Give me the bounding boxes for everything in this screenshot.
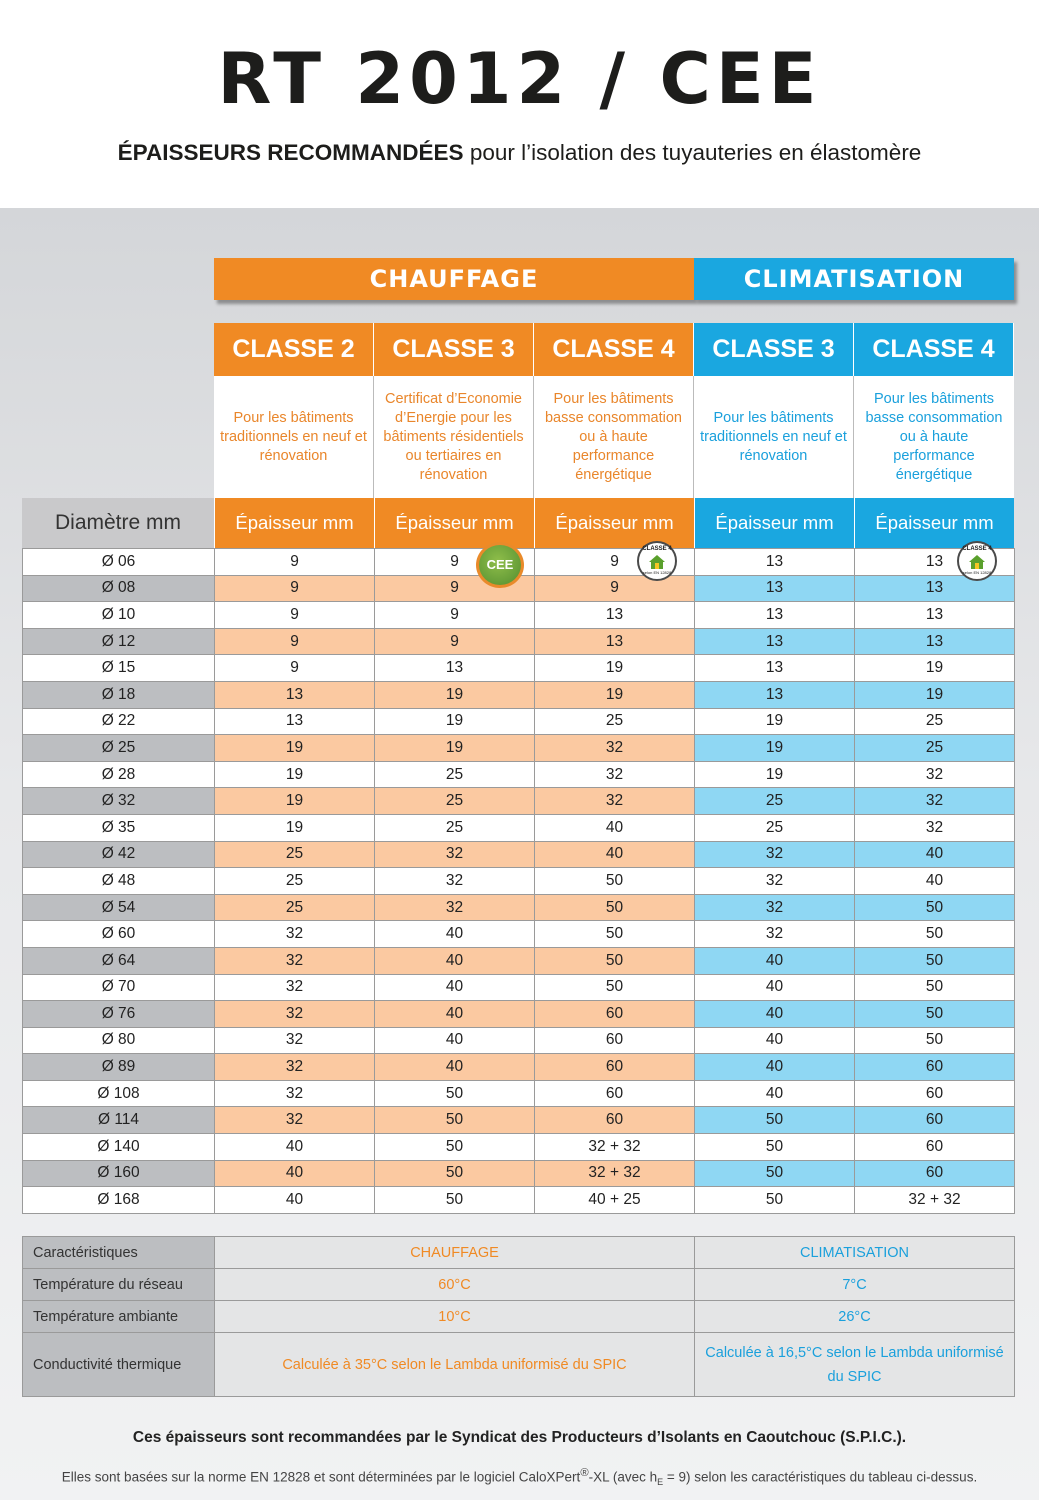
thickness-cell: 32 + 32 (535, 1134, 695, 1161)
classe4-badge-icon (957, 541, 997, 581)
thickness-cell: 40 (695, 1027, 855, 1054)
thickness-cell: 60 (535, 1080, 695, 1107)
class-description-row (214, 376, 1014, 498)
footer-text: -XL (avec h (588, 1469, 658, 1485)
table-row (23, 1027, 1015, 1054)
thickness-header: Épaisseur mm (374, 498, 534, 548)
thickness-cell: 9 (215, 549, 375, 576)
thickness-cell: 50 (695, 1134, 855, 1161)
class-header-row (214, 323, 1014, 376)
diameter-cell: Ø 70 (23, 974, 215, 1001)
characteristics-cooling-value: 26°C (695, 1301, 1015, 1333)
thickness-header: Épaisseur mm (214, 498, 374, 548)
characteristics-label: Température du réseau (23, 1269, 215, 1301)
diameter-cell: Ø 12 (23, 628, 215, 655)
thickness-cell: 13 (855, 628, 1015, 655)
class-description: Certificat d’Economie d’Energie pour les bâtiments résidentiels ou tertiaires en rénovation (374, 376, 534, 498)
characteristics-label: Conductivité thermique (23, 1333, 215, 1397)
footer-detail (0, 1467, 1039, 1487)
badge-norm: selon EN 12828 (642, 570, 672, 575)
diameter-cell: Ø 32 (23, 788, 215, 815)
diameter-cell: Ø 108 (23, 1080, 215, 1107)
diameter-cell: Ø 15 (23, 655, 215, 682)
thickness-cell: 32 (375, 868, 535, 895)
thickness-cell: 32 (375, 841, 535, 868)
thickness-cell: 13 (695, 628, 855, 655)
thickness-cell: 60 (535, 1001, 695, 1028)
thickness-cell: 13 (855, 549, 1015, 576)
thickness-cell: 32 + 32 (535, 1160, 695, 1187)
thickness-cell: 50 (695, 1107, 855, 1134)
thickness-cell: 50 (375, 1134, 535, 1161)
thickness-cell: 19 (855, 655, 1015, 682)
diameter-cell: Ø 168 (23, 1187, 215, 1214)
thickness-cell: 25 (855, 708, 1015, 735)
thickness-cell: 13 (535, 628, 695, 655)
registered-mark: ® (580, 1467, 589, 1479)
thickness-cell: 32 (375, 894, 535, 921)
thickness-cell: 40 (375, 1027, 535, 1054)
thickness-cell: 32 (215, 974, 375, 1001)
diameter-cell: Ø 140 (23, 1134, 215, 1161)
characteristics-heating-header: CHAUFFAGE (215, 1237, 695, 1269)
thickness-cell: 13 (375, 655, 535, 682)
table-row (23, 1160, 1015, 1187)
badge-label: CLASSE 4 (962, 546, 992, 552)
table-row (23, 947, 1015, 974)
thickness-cell: 50 (375, 1187, 535, 1214)
thickness-cell: 32 + 32 (855, 1187, 1015, 1214)
diameter-cell: Ø 08 (23, 575, 215, 602)
thickness-cell: 13 (695, 575, 855, 602)
diameter-cell: Ø 18 (23, 681, 215, 708)
characteristics-table (22, 1236, 1015, 1397)
thickness-cell: 60 (855, 1160, 1015, 1187)
diameter-cell: Ø 35 (23, 814, 215, 841)
thickness-cell: 40 (535, 814, 695, 841)
thickness-cell: 25 (375, 761, 535, 788)
thickness-cell: 40 (695, 1080, 855, 1107)
thickness-cell: 32 (855, 761, 1015, 788)
thickness-cell: 13 (695, 681, 855, 708)
thickness-cell: 40 (695, 1001, 855, 1028)
thickness-cell: 50 (695, 1160, 855, 1187)
thickness-cell: 40 (855, 868, 1015, 895)
characteristics-heating-value: 10°C (215, 1301, 695, 1333)
thickness-cell: 13 (855, 575, 1015, 602)
thickness-cell: 25 (695, 788, 855, 815)
table-row (23, 841, 1015, 868)
class-heading: CLASSE 4 (854, 323, 1014, 376)
thickness-cell: 19 (535, 681, 695, 708)
thickness-cell: 32 (695, 841, 855, 868)
table-row (23, 1187, 1015, 1214)
thickness-cell: 19 (215, 761, 375, 788)
thickness-cell: 25 (375, 788, 535, 815)
thickness-cell: 19 (215, 788, 375, 815)
thickness-cell: 19 (375, 735, 535, 762)
table-row (23, 1054, 1015, 1081)
thickness-cell: 50 (535, 868, 695, 895)
thickness-cell: 19 (855, 681, 1015, 708)
diameter-cell: Ø 25 (23, 735, 215, 762)
classe4-badge-icon (637, 541, 677, 581)
thickness-cell: 32 (535, 735, 695, 762)
characteristics-heating-value: 60°C (215, 1269, 695, 1301)
house-icon (649, 555, 665, 569)
thickness-cell: 32 (855, 788, 1015, 815)
thickness-cell: 40 (375, 921, 535, 948)
cee-badge-icon: CEE (476, 542, 524, 588)
thickness-cell: 13 (535, 602, 695, 629)
badge-norm: selon EN 12828 (962, 570, 992, 575)
group-cooling: CLIMATISATION (694, 258, 1014, 300)
subtitle-bold: ÉPAISSEURS RECOMMANDÉES (117, 140, 464, 165)
table-row (23, 894, 1015, 921)
diameter-cell: Ø 60 (23, 921, 215, 948)
thickness-cell: 32 (535, 761, 695, 788)
thickness-cell: 40 (375, 947, 535, 974)
thickness-table (22, 548, 1015, 1214)
thickness-cell: 50 (535, 894, 695, 921)
thickness-cell: 19 (535, 655, 695, 682)
thickness-cell: 40 (375, 1054, 535, 1081)
thickness-cell: 50 (375, 1080, 535, 1107)
thickness-cell: 9 (375, 602, 535, 629)
thickness-cell: 32 (535, 788, 695, 815)
class-heading: CLASSE 3 (374, 323, 534, 376)
characteristics-label: Caractéristiques (23, 1237, 215, 1269)
diameter-cell: Ø 89 (23, 1054, 215, 1081)
house-icon (969, 555, 985, 569)
diameter-cell: Ø 160 (23, 1160, 215, 1187)
thickness-cell: 50 (855, 1001, 1015, 1028)
thickness-cell: 50 (375, 1107, 535, 1134)
thickness-cell: 19 (695, 708, 855, 735)
diameter-cell: Ø 42 (23, 841, 215, 868)
group-heating: CHAUFFAGE (214, 258, 694, 300)
thickness-table-body (23, 549, 1015, 1214)
thickness-cell: 19 (215, 814, 375, 841)
thickness-cell: 40 (375, 1001, 535, 1028)
thickness-cell: 60 (535, 1027, 695, 1054)
thickness-cell: 50 (535, 921, 695, 948)
class-description: Pour les bâtiments basse consommation ou à haute performance énergétique (534, 376, 694, 498)
thickness-cell: 13 (695, 602, 855, 629)
thickness-cell: 9 (375, 549, 535, 576)
thickness-cell: 40 (695, 974, 855, 1001)
class-description: Pour les bâtiments traditionnels en neuf et rénovation (214, 376, 374, 498)
thickness-header: Épaisseur mm (694, 498, 854, 548)
thickness-cell: 40 (855, 841, 1015, 868)
thickness-cell: 19 (695, 735, 855, 762)
diameter-cell: Ø 54 (23, 894, 215, 921)
thickness-cell: 9 (215, 575, 375, 602)
diameter-cell: Ø 22 (23, 708, 215, 735)
thickness-cell: 32 (855, 814, 1015, 841)
table-row (23, 1001, 1015, 1028)
thickness-cell: 32 (215, 1080, 375, 1107)
thickness-cell: 25 (215, 841, 375, 868)
thickness-cell: 19 (375, 708, 535, 735)
table-row (23, 868, 1015, 895)
thickness-cell: 32 (695, 921, 855, 948)
diameter-cell: Ø 48 (23, 868, 215, 895)
page-subtitle (0, 140, 1039, 166)
thickness-cell: 60 (535, 1107, 695, 1134)
thickness-cell: 32 (695, 868, 855, 895)
table-row (23, 761, 1015, 788)
column-header-row (22, 498, 1014, 548)
thickness-cell: 13 (215, 681, 375, 708)
table-row (23, 735, 1015, 762)
thickness-cell: 25 (855, 735, 1015, 762)
table-row (23, 788, 1015, 815)
thickness-cell: 9 (535, 549, 695, 576)
thickness-cell: 50 (695, 1187, 855, 1214)
diameter-header: Diamètre mm (22, 498, 214, 548)
characteristics-cooling-value: 7°C (695, 1269, 1015, 1301)
thickness-cell: 32 (215, 921, 375, 948)
thickness-cell: 9 (215, 602, 375, 629)
thickness-cell: 40 (215, 1187, 375, 1214)
thickness-cell: 40 (695, 947, 855, 974)
diameter-cell: Ø 76 (23, 1001, 215, 1028)
header-area (0, 0, 1039, 208)
thickness-cell: 40 (695, 1054, 855, 1081)
thickness-cell: 50 (855, 1027, 1015, 1054)
thickness-cell: 50 (855, 974, 1015, 1001)
thickness-header: Épaisseur mm (854, 498, 1014, 548)
thickness-cell: 40 + 25 (535, 1187, 695, 1214)
diameter-cell: Ø 80 (23, 1027, 215, 1054)
diameter-cell: Ø 06 (23, 549, 215, 576)
thickness-cell: 9 (215, 628, 375, 655)
diameter-cell: Ø 64 (23, 947, 215, 974)
table-row (23, 921, 1015, 948)
thickness-cell: 40 (375, 974, 535, 1001)
thickness-cell: 13 (215, 708, 375, 735)
class-description: Pour les bâtiments basse consommation ou à haute performance énergétique (865, 390, 1003, 483)
thickness-cell: 9 (375, 628, 535, 655)
thickness-cell: 9 (215, 655, 375, 682)
characteristics-cooling-header: CLIMATISATION (695, 1237, 1015, 1269)
table-row (23, 1080, 1015, 1107)
class-heading: CLASSE 2 (214, 323, 374, 376)
thickness-cell: 32 (695, 894, 855, 921)
thickness-cell: 40 (215, 1134, 375, 1161)
thickness-cell: 25 (215, 868, 375, 895)
thickness-cell: 19 (695, 761, 855, 788)
thickness-cell: 60 (535, 1054, 695, 1081)
thickness-cell: 9 (375, 575, 535, 602)
thickness-cell: 25 (215, 894, 375, 921)
thickness-cell: 60 (855, 1054, 1015, 1081)
thickness-cell: 60 (855, 1107, 1015, 1134)
table-row (23, 1107, 1015, 1134)
thickness-header: Épaisseur mm (534, 498, 694, 548)
subscript-e: E (657, 1477, 664, 1488)
thickness-cell: 25 (535, 708, 695, 735)
thickness-cell: 40 (215, 1160, 375, 1187)
class-description: Pour les bâtiments traditionnels en neuf et rénovation (694, 376, 854, 498)
page-title: RT 2012 / CEE (217, 38, 822, 120)
thickness-cell: 19 (375, 681, 535, 708)
thickness-cell: 32 (215, 1001, 375, 1028)
thickness-cell: 60 (855, 1134, 1015, 1161)
thickness-cell: 32 (215, 1107, 375, 1134)
thickness-cell: 9 (535, 575, 695, 602)
class-heading: CLASSE 3 (694, 323, 854, 376)
characteristics-cooling-value: Calculée à 16,5°C selon le Lambda uniformisé du SPIC (695, 1333, 1015, 1397)
thickness-cell: 32 (215, 947, 375, 974)
footer-text: Elles sont basées sur la norme EN 12828 et sont déterminées par le logiciel CaloXPert (61, 1469, 581, 1485)
table-row (23, 708, 1015, 735)
footer-text: = 9) selon les caractéristiques du tableau ci-dessus. (663, 1469, 978, 1485)
class-heading: CLASSE 4 (534, 323, 694, 376)
thickness-cell: 13 (855, 602, 1015, 629)
thickness-cell: 13 (695, 549, 855, 576)
table-row (23, 681, 1015, 708)
thickness-cell: 13 (695, 655, 855, 682)
diameter-cell: Ø 28 (23, 761, 215, 788)
characteristics-label: Température ambiante (23, 1301, 215, 1333)
thickness-cell: 50 (855, 921, 1015, 948)
thickness-cell: 50 (855, 947, 1015, 974)
thickness-cell: 25 (375, 814, 535, 841)
subtitle-rest: pour l’isolation des tuyauteries en élastomère (463, 140, 922, 165)
thickness-cell: 32 (215, 1054, 375, 1081)
table-row (23, 974, 1015, 1001)
table-row (23, 602, 1015, 629)
table-row (23, 1134, 1015, 1161)
thickness-cell: 25 (695, 814, 855, 841)
thickness-cell: 60 (855, 1080, 1015, 1107)
table-row (23, 814, 1015, 841)
thickness-cell: 50 (375, 1160, 535, 1187)
badge-label: CLASSE 4 (642, 546, 672, 552)
thickness-cell: 40 (535, 841, 695, 868)
thickness-cell: 32 (215, 1027, 375, 1054)
thickness-cell: 50 (535, 947, 695, 974)
table-row (23, 628, 1015, 655)
thickness-cell: 50 (535, 974, 695, 1001)
footer-note: Ces épaisseurs sont recommandées par le Syndicat des Producteurs d’Isolants en Caoutchouc (S.P.I.C.). (132, 1429, 907, 1446)
characteristics-heating-value: Calculée à 35°C selon le Lambda uniformisé du SPIC (215, 1333, 695, 1397)
thickness-cell: 50 (855, 894, 1015, 921)
table-row (23, 655, 1015, 682)
diameter-cell: Ø 10 (23, 602, 215, 629)
thickness-cell: 19 (215, 735, 375, 762)
diameter-cell: Ø 114 (23, 1107, 215, 1134)
